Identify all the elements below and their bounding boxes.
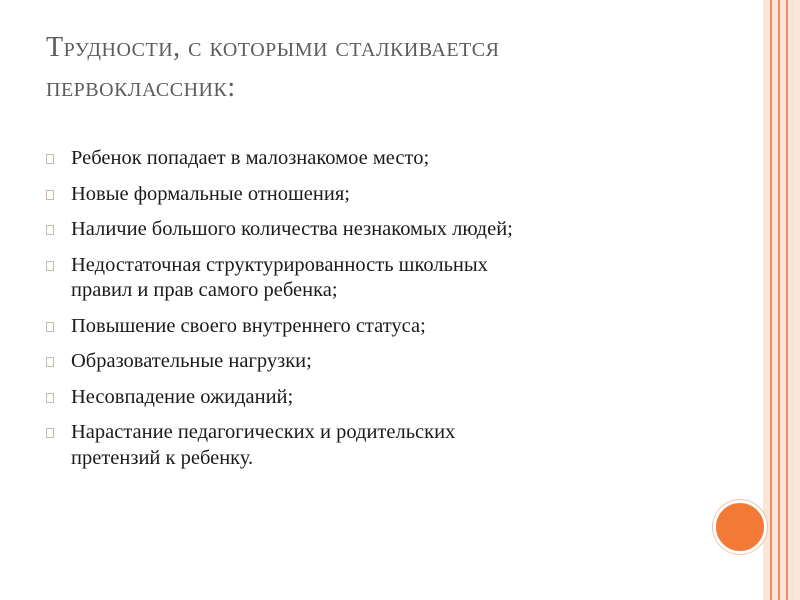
bullet-item [46,349,686,375]
bullet-text: претензий к ребенку. [71,446,254,469]
bullet-text: Образовательные нагрузки; [71,350,312,372]
square-bullet-icon [46,428,54,438]
square-bullet-icon [46,190,54,200]
slide-title-line: первоклассник: [46,72,236,103]
bullet-item [46,217,686,243]
bullet-text: Ребенок попадает в малознакомое место; [71,147,430,169]
bullet-text: Наличие большого количества незнакомых людей; [71,218,513,240]
square-bullet-icon [46,322,54,332]
square-bullet-icon [46,393,54,403]
square-bullet-icon [46,357,54,367]
slide-title [46,28,646,108]
bullet-text: правил и прав самого ребенка; [71,279,338,301]
bullet-item [46,420,686,471]
bullet-item [46,146,686,172]
bullet-text: Недостаточная структурированность школьных [71,253,488,276]
square-bullet-icon [46,261,54,271]
bullet-item [46,182,686,208]
bullet-text: Нарастание педагогических и родительских [71,421,456,443]
bullet-text: Повышение своего внутреннего статуса; [71,314,426,337]
bullet-text: Несовпадение ожиданий; [71,385,294,408]
side-decoration-line [778,0,780,600]
bullet-item [46,253,686,304]
square-bullet-icon [46,154,54,164]
square-bullet-icon [46,225,54,235]
slide-title-line: Трудности, с которыми сталкивается [46,32,500,63]
bullet-text: Новые формальные отношения; [71,182,350,205]
side-decoration-line [786,0,788,600]
bullet-list [46,146,686,481]
decorative-circle [713,500,767,554]
side-decoration-line [770,0,772,600]
bullet-item [46,314,686,340]
side-decoration-band [763,0,800,600]
bullet-item [46,385,686,411]
